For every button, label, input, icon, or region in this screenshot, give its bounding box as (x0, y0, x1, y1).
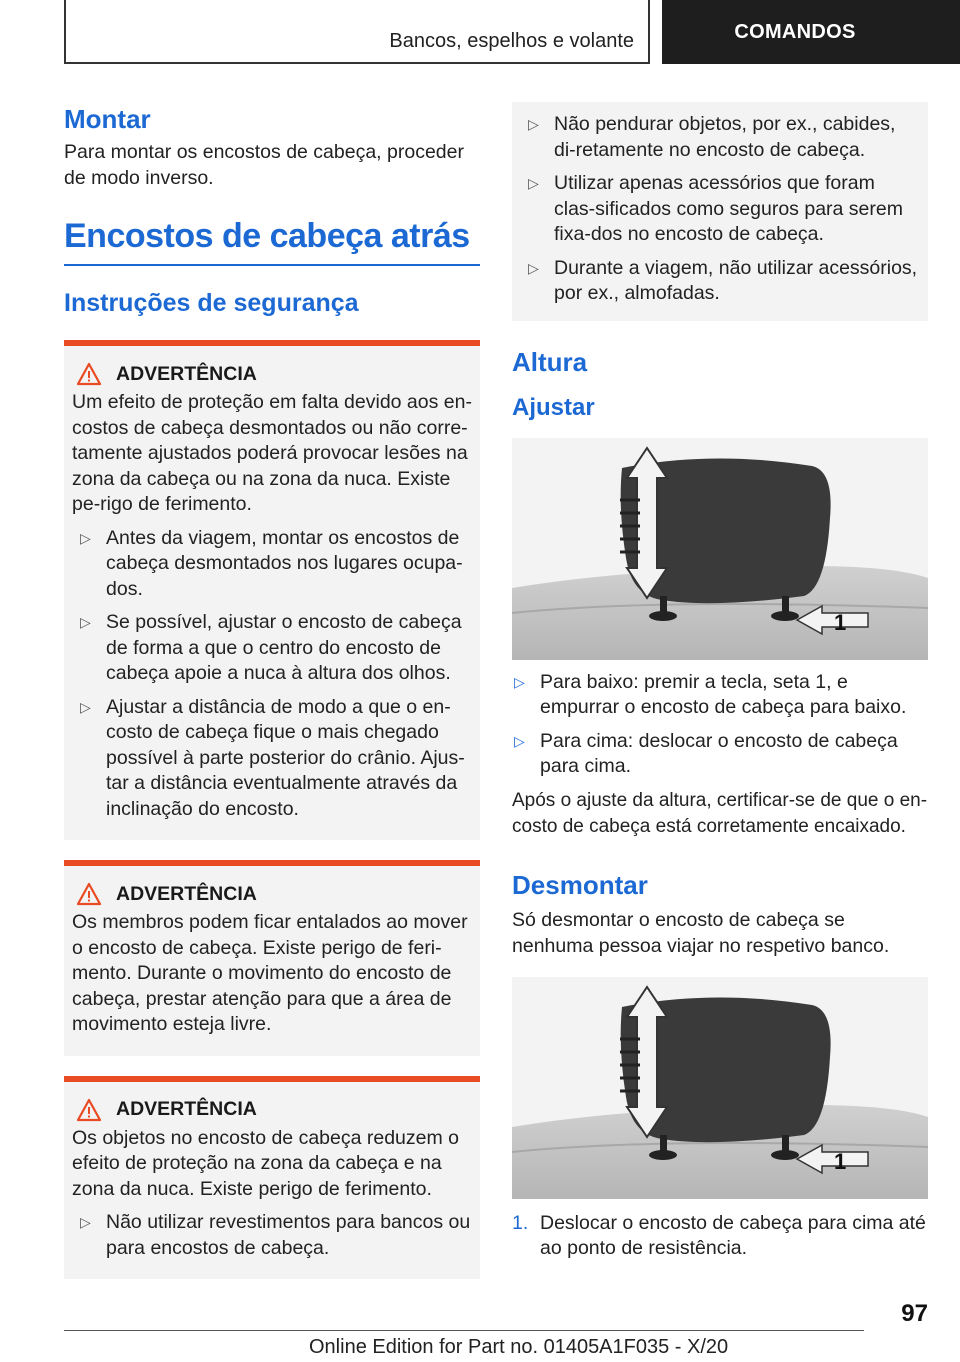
list-item (520, 112, 920, 163)
main-heading: Encostos de cabeça atrás (64, 217, 470, 256)
triangle-bullet-icon: ▷ (528, 259, 539, 276)
warning-label-1: ADVERTÊNCIA (116, 362, 257, 385)
main-heading-rule (64, 264, 480, 266)
warning-label-2: ADVERTÊNCIA (116, 882, 257, 905)
header-divider (648, 0, 650, 64)
warning-title-3 (76, 1098, 472, 1122)
list-item-text: Se possível, ajustar o encosto de cabeça de forma a que o centro do encosto de cabeça apoie a nuca à altura dos olhos. (106, 611, 462, 685)
left-column (64, 100, 480, 1279)
header-chapter-tab[interactable] (662, 0, 960, 64)
right-column (512, 102, 928, 1262)
warning-continuation-box (512, 102, 928, 321)
warning-text-1: Um efeito de proteção em falta devido aos en‐costos de cabeça desmontados ou não corre‐tamente ajustados poderá provocar lesões na zona da cabeça ou na zona da nuca. Existe pe‐rigo de ferimento. (72, 391, 472, 516)
figure-callout-1: 1 (834, 1148, 847, 1174)
list-item (512, 729, 928, 780)
footer-edition: Online Edition for Part no. 01405A1F035 - X/20 (309, 1336, 729, 1358)
header-chapter-label: COMANDOS (734, 20, 856, 43)
warning-box-1 (64, 340, 480, 840)
list-item (72, 695, 472, 823)
warning-triangle-icon (76, 362, 102, 386)
list-item-text: Para cima: deslocar o encosto de cabeça para cima. (540, 729, 898, 778)
list-item (72, 526, 472, 603)
list-item-text: Não utilizar revestimentos para bancos ou para encostos de cabeça. (106, 1211, 471, 1259)
warning-box-2 (64, 860, 480, 1056)
triangle-bullet-icon: ▷ (80, 529, 91, 546)
warning-title-2 (76, 882, 472, 906)
list-item-text: Para baixo: premir a tecla, seta 1, e empurrar o encosto de cabeça para baixo. (540, 670, 907, 719)
headrest-remove-figure (512, 977, 928, 1199)
warning-text-3: Os objetos no encosto de cabeça reduzem o efeito de proteção na zona da cabeça e na zona da nuca. Existe perigo de ferimento. (72, 1126, 459, 1200)
ajustar-text: Após o ajuste da altura, certificar-se de que o en‐costo de cabeça está corretamente encaixado. (512, 789, 928, 837)
triangle-bullet-icon: ▷ (528, 116, 539, 132)
list-item-text: Durante a viagem, não utilizar acessórios, por ex., almofadas. (554, 256, 918, 304)
triangle-bullet-icon: ▷ (80, 614, 91, 631)
list-item-text: Não pendurar objetos, por ex., cabides, di‐retamente no encosto de cabeça. (554, 113, 896, 161)
page-number: 97 (901, 1300, 928, 1327)
list-item (520, 256, 920, 307)
triangle-bullet-icon: ▷ (514, 732, 525, 749)
warning-title-1 (76, 362, 472, 386)
list-item-text: Utilizar apenas acessórios que foram clas‐sificados como seguros para serem fixa‐dos no encosto de cabeça. (554, 172, 903, 245)
list-item (72, 610, 472, 687)
montar-text: Para montar os encostos de cabeça, proceder de modo inverso. (64, 141, 464, 190)
header-left-line (64, 0, 66, 64)
list-item-text: Ajustar a distância de modo a que o en‐costo de cabeça fique o mais chegado possível à parte posterior do crânio. Ajus‐tar a distância eventualmente através da inclinação do encosto. (106, 695, 465, 820)
warning-triangle-icon (76, 882, 102, 906)
montar-heading: Montar (64, 104, 151, 134)
warning-box-3 (64, 1076, 480, 1280)
figure-callout-1: 1 (834, 609, 847, 635)
warning-label-3: ADVERTÊNCIA (116, 1098, 257, 1121)
warning-triangle-icon (76, 1098, 102, 1122)
warning-text-2: Os membros podem ficar entalados ao mover o encosto de cabeça. Existe perigo de feri‐mento. Durante o movimento do encosto de cabeça, prestar atenção para que a área de movimento esteja livre. (72, 911, 468, 1036)
safety-heading: Instruções de segurança (64, 289, 359, 318)
headrest-adjust-figure (512, 438, 928, 660)
step-number: 1. (512, 1211, 529, 1234)
triangle-bullet-icon: ▷ (528, 175, 539, 191)
headrest-illustration (512, 977, 928, 1199)
list-item-text: Antes da viagem, montar os encostos de cabeça desmontados nos lugares ocupa‐dos. (106, 526, 463, 600)
desmontar-heading: Desmontar (512, 869, 648, 900)
list-item (512, 670, 928, 721)
triangle-bullet-icon: ▷ (80, 698, 91, 715)
list-item (72, 1210, 472, 1261)
header-underline (64, 62, 650, 64)
footer-rule (64, 1330, 864, 1331)
triangle-bullet-icon: ▷ (514, 673, 525, 690)
list-item (520, 171, 920, 248)
altura-heading: Altura (512, 346, 588, 377)
desmontar-text: Só desmontar o encosto de cabeça se nenhuma pessoa viajar no respetivo banco. (512, 908, 890, 957)
headrest-illustration (512, 438, 928, 660)
step-text: Deslocar o encosto de cabeça para cima até ao ponto de resistência. (540, 1211, 926, 1260)
triangle-bullet-icon: ▷ (80, 1214, 91, 1231)
step-item (512, 1211, 928, 1262)
ajustar-heading: Ajustar (512, 393, 595, 421)
header-section-title: Bancos, espelhos e volante (389, 30, 634, 52)
